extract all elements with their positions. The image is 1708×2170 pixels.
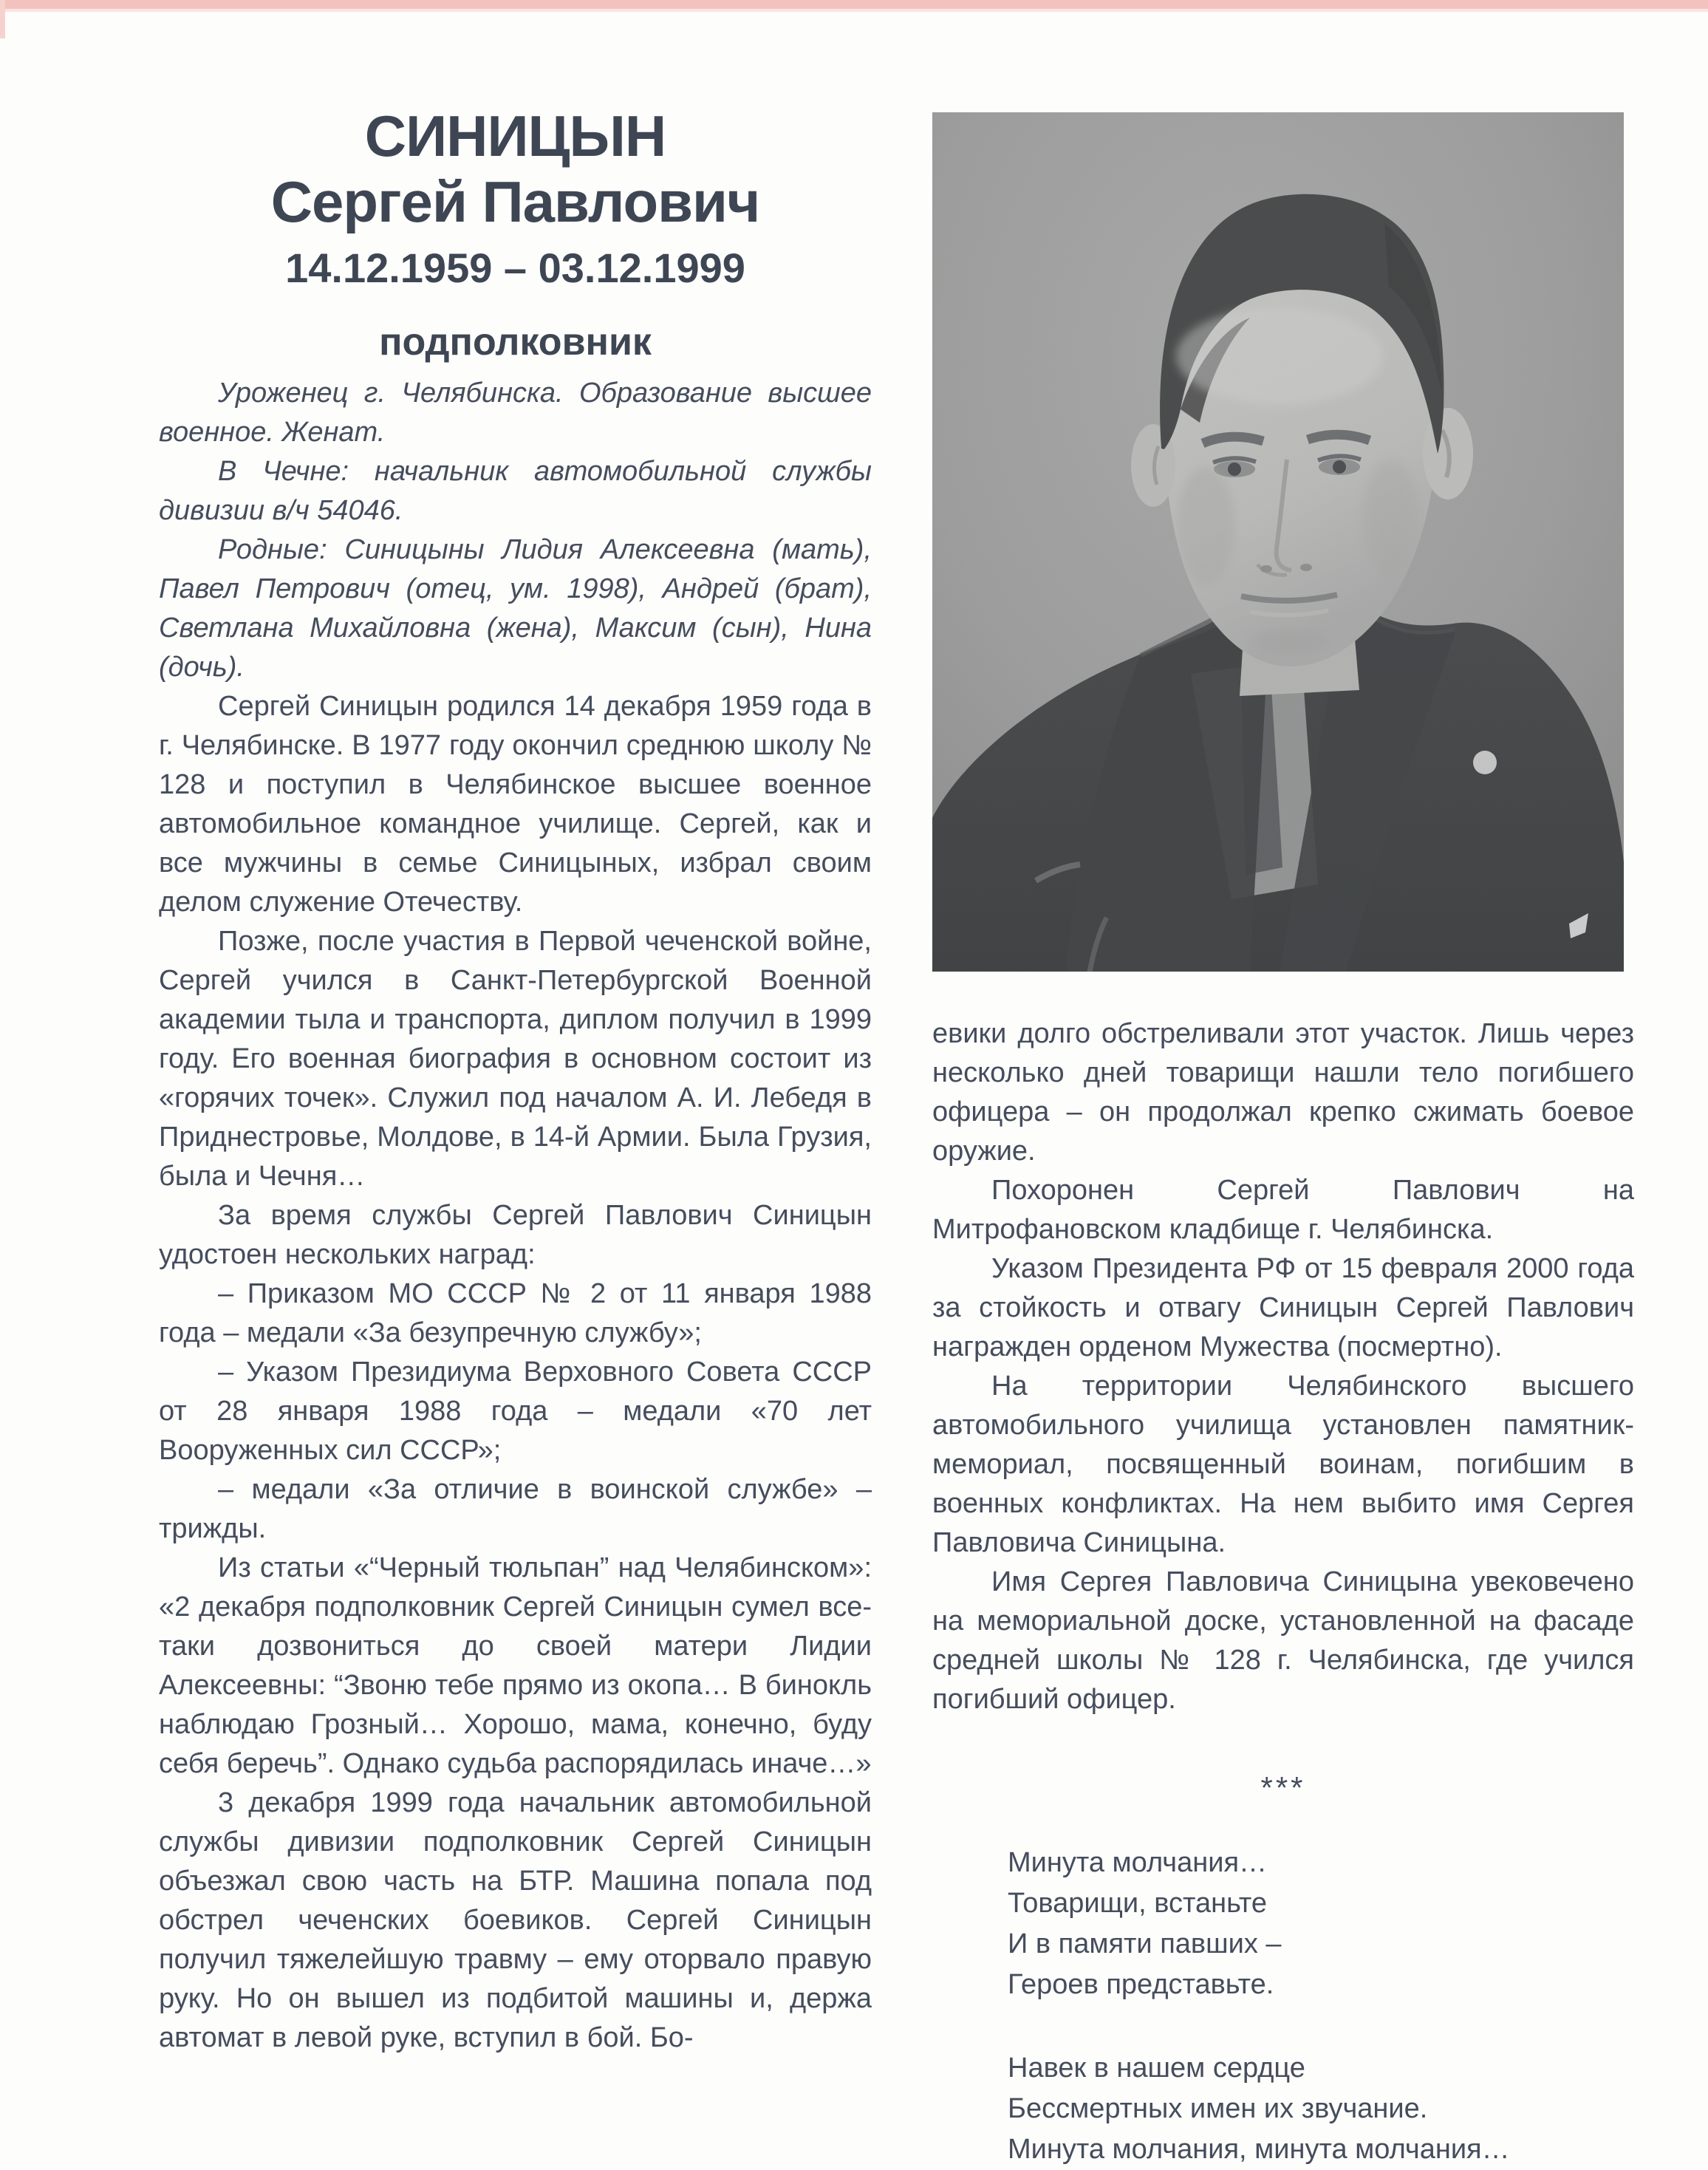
poem-line: Товарищи, встаньте	[1008, 1888, 1268, 1919]
intro-paragraph: Уроженец г. Челябинска. Образование высшее военное. Женат.	[159, 378, 872, 448]
biography-section	[159, 687, 872, 2058]
poem-stanza-2	[1008, 2048, 1634, 2170]
poem-line: Бессмертных имен их звучание.	[1008, 2093, 1428, 2124]
scan-edge-artifact-top	[0, 0, 1708, 9]
poem-line: Минута молчания…	[1008, 1847, 1268, 1878]
poem-line: Героев представьте.	[1008, 1969, 1274, 2000]
award-item: – Указом Президиума Верховного Совета СССР от 28 января 1988 года – медали «70 лет Вооруженных сил СССР»;	[159, 1357, 872, 1466]
award-item: – медали «За отличие в воинской службе» – трижды.	[159, 1474, 872, 1544]
body-paragraph: На территории Челябинского высшего автомобильного училища установлен памятник-мемориал, посвященный воинам, погибшим в военных конфликтах. На нем выбито имя Сергея Павловича Синицына.	[932, 1371, 1634, 1558]
poem-line: Навек в нашем сердце	[1008, 2053, 1305, 2084]
body-paragraph: Имя Сергея Павловича Синицына увековечено на мемориальной доске, установленной на фасаде средней школы № 128 г. Челябинска, где учился погибший офицер.	[932, 1566, 1634, 1715]
body-paragraph: Позже, после участия в Первой чеченской войне, Сергей учился в Санкт-Петербургской Военной академии тыла и транспорта, диплом получил в 1999 году. Его военная биография в основном состоит из «горячих точек». Служил под началом А. И. Лебедя в Приднестровье, Молдове, в 14-й Армии. Была Грузия, была и Чечня…	[159, 926, 872, 1192]
body-paragraph: Сергей Синицын родился 14 декабря 1959 года в г. Челябинске. В 1977 году окончил среднюю школу № 128 и поступил в Челябинское высшее военное автомобильное командное училище. Сергей, как и все мужчины в семье Синицыных, избрал своим делом служение Отечеству.	[159, 691, 872, 918]
poem-line: Минута молчания, минута молчания…	[1008, 2134, 1510, 2165]
page-title-surname: СИНИЦЫН	[364, 103, 666, 168]
poem-line: И в памяти павших –	[1008, 1928, 1282, 1959]
intro-paragraph: В Чечне: начальник автомобильной службы дивизии в/ч 54046.	[159, 456, 872, 526]
memorial-poem	[932, 1843, 1634, 2170]
scan-edge-artifact-top-soft	[0, 9, 1708, 12]
portrait-photo	[932, 112, 1624, 972]
body-paragraph: 3 декабря 1999 года начальник автомобильной службы дивизии подполковник Сергей Синицын объезжал свою часть на БТР. Машина попала под обстрел чеченских боевиков. Сергей Синицын получил тяжелейшую травму – ему оторвало правую руку. Но он вышел из подбитой машины и, держа автомат в левой руке, вступил в бой. Бо-	[159, 1787, 872, 2053]
life-dates: 14.12.1959 – 03.12.1999	[285, 245, 745, 291]
military-rank: подполковник	[379, 321, 652, 364]
left-column	[159, 103, 872, 2058]
body-paragraph: Указом Президента РФ от 15 февраля 2000 года за стойкость и отвагу Синицын Сергей Павлович награжден орденом Мужества (посмертно).	[932, 1253, 1634, 1362]
scan-edge-artifact-left	[0, 0, 5, 38]
body-paragraph: Из статьи «“Черный тюльпан” над Челябинском»: «2 декабря подполковник Сергей Синицын сумел все-таки дозвониться до своей матери Лидии Алексеевны: “Звоню тебе прямо из окопа… В бинокль наблюдаю Грозный… Хорошо, мама, конечно, буду себя беречь”. Однако судьба распорядилась иначе…»	[159, 1552, 872, 1779]
portrait-photo-image	[932, 112, 1624, 972]
award-item: – Приказом МО СССР № 2 от 11 января 1988 года – медали «За безупречную службу»;	[159, 1278, 872, 1348]
intro-section	[159, 374, 872, 687]
section-separator: ***	[1260, 1770, 1306, 1805]
right-text-section	[932, 1014, 1634, 1719]
body-paragraph: Похоронен Сергей Павлович на Митрофановском кладбище г. Челябинска.	[932, 1175, 1634, 1245]
right-column	[932, 112, 1634, 2170]
intro-paragraph: Родные: Синицыны Лидия Алексеевна (мать), Павел Петрович (отец, ум. 1998), Андрей (брат), Светлана Михайловна (жена), Максим (сын), Нина (дочь).	[159, 534, 872, 683]
poem-stanza-1	[1008, 1843, 1634, 2005]
page-title-name: Сергей Павлович	[270, 169, 760, 234]
body-paragraph: За время службы Сергей Павлович Синицын удостоен нескольких наград:	[159, 1200, 872, 1270]
body-paragraph-continuation: евики долго обстреливали этот участок. Лишь через несколько дней товарищи нашли тело погибшего офицера – он продолжал крепко сжимать боевое оружие.	[932, 1018, 1634, 1167]
